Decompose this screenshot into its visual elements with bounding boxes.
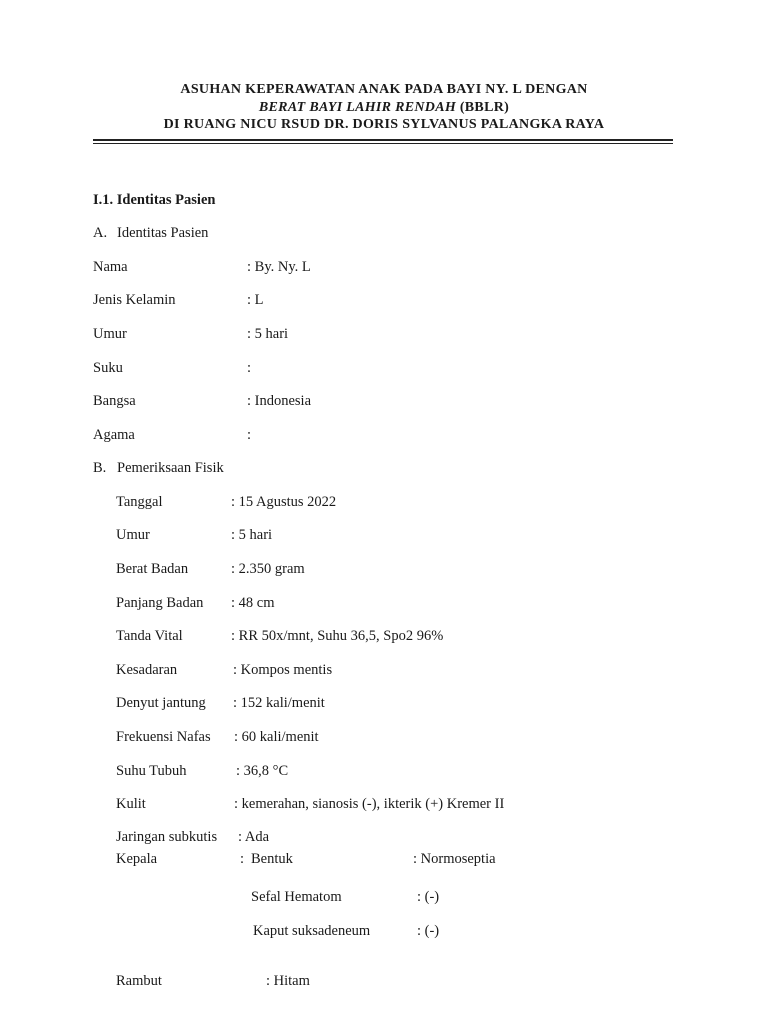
pemeriksaan-value: : 5 hari	[231, 527, 273, 543]
kepala-colon: :	[240, 851, 245, 867]
pemeriksaan-value: : 2.350 gram	[231, 561, 305, 577]
pemeriksaan-value: : 60 kali/menit	[234, 729, 319, 745]
identitas-heading-text: Identitas Pasien	[117, 225, 209, 241]
identitas-label: Nama	[93, 259, 128, 275]
pemeriksaan-label: Jaringan subkutis	[116, 829, 218, 845]
title-abbrev-part: (BBLR)	[456, 100, 510, 115]
identitas-value: : L	[247, 292, 264, 308]
identitas-label: Jenis Kelamin	[93, 292, 176, 308]
pemeriksaan-label: Kulit	[116, 796, 146, 812]
identitas-heading-letter: A.	[93, 225, 108, 241]
pemeriksaan-value: : Ada	[238, 829, 270, 845]
pemeriksaan-label: Denyut jantung	[116, 695, 206, 711]
pemeriksaan-value: : 48 cm	[231, 595, 275, 611]
pemeriksaan-value: : kemerahan, sianosis (-), ikterik (+) Kremer II	[234, 796, 505, 812]
identitas-label: Suku	[93, 360, 123, 376]
identitas-value: :	[247, 427, 252, 443]
kepala-sub-value: : (-)	[417, 923, 440, 939]
title-italic-part: BERAT BAYI LAHIR RENDAH	[258, 100, 457, 115]
pemeriksaan-label: Tanda Vital	[116, 628, 183, 644]
document-title-line1: ASUHAN KEPERAWATAN ANAK PADA BAYI NY. L DENGAN	[180, 82, 588, 97]
pemeriksaan-value: : Kompos mentis	[233, 662, 333, 678]
identitas-value: :	[247, 360, 252, 376]
identitas-label: Umur	[93, 326, 127, 342]
pemeriksaan-label: Tanggal	[116, 494, 163, 510]
identitas-value: : 5 hari	[247, 326, 289, 342]
pemeriksaan-value: : 15 Agustus 2022	[231, 494, 337, 510]
pemeriksaan-label: Frekuensi Nafas	[116, 729, 211, 745]
pemeriksaan-label: Umur	[116, 527, 150, 543]
kepala-sub-label: Kaput suksadeneum	[253, 923, 371, 939]
kepala-sub-value: : (-)	[417, 889, 440, 905]
identitas-value: : Indonesia	[247, 393, 312, 409]
pemeriksaan-label: Suhu Tubuh	[116, 763, 187, 779]
kepala-label: Kepala	[116, 851, 158, 867]
pemeriksaan-value: : RR 50x/mnt, Suhu 36,5, Spo2 96%	[231, 628, 444, 644]
pemeriksaan-heading-letter: B.	[93, 460, 107, 476]
kepala-sub-label: Sefal Hematom	[251, 889, 342, 905]
rambut-value: : Hitam	[266, 973, 310, 989]
pemeriksaan-label: Panjang Badan	[116, 595, 204, 611]
pemeriksaan-label: Kesadaran	[116, 662, 178, 678]
title-rule-thick	[93, 139, 673, 141]
rambut-label: Rambut	[116, 973, 162, 989]
pemeriksaan-heading-text: Pemeriksaan Fisik	[117, 460, 224, 476]
pemeriksaan-value: : 152 kali/menit	[233, 695, 325, 711]
kepala-sub-label: Bentuk	[251, 851, 293, 867]
identitas-value: : By. Ny. L	[247, 259, 311, 275]
title-rule-thin	[93, 143, 673, 144]
identitas-label: Bangsa	[93, 393, 136, 409]
identitas-label: Agama	[93, 427, 135, 443]
document-title-line3: DI RUANG NICU RSUD DR. DORIS SYLVANUS PALANGKA RAYA	[163, 117, 605, 132]
section-heading: I.1. Identitas Pasien	[93, 192, 216, 208]
document-title-line2	[0, 100, 768, 116]
pemeriksaan-label: Berat Badan	[116, 561, 189, 577]
pemeriksaan-value: : 36,8 °C	[236, 763, 289, 779]
kepala-sub-value: : Normoseptia	[413, 851, 496, 867]
